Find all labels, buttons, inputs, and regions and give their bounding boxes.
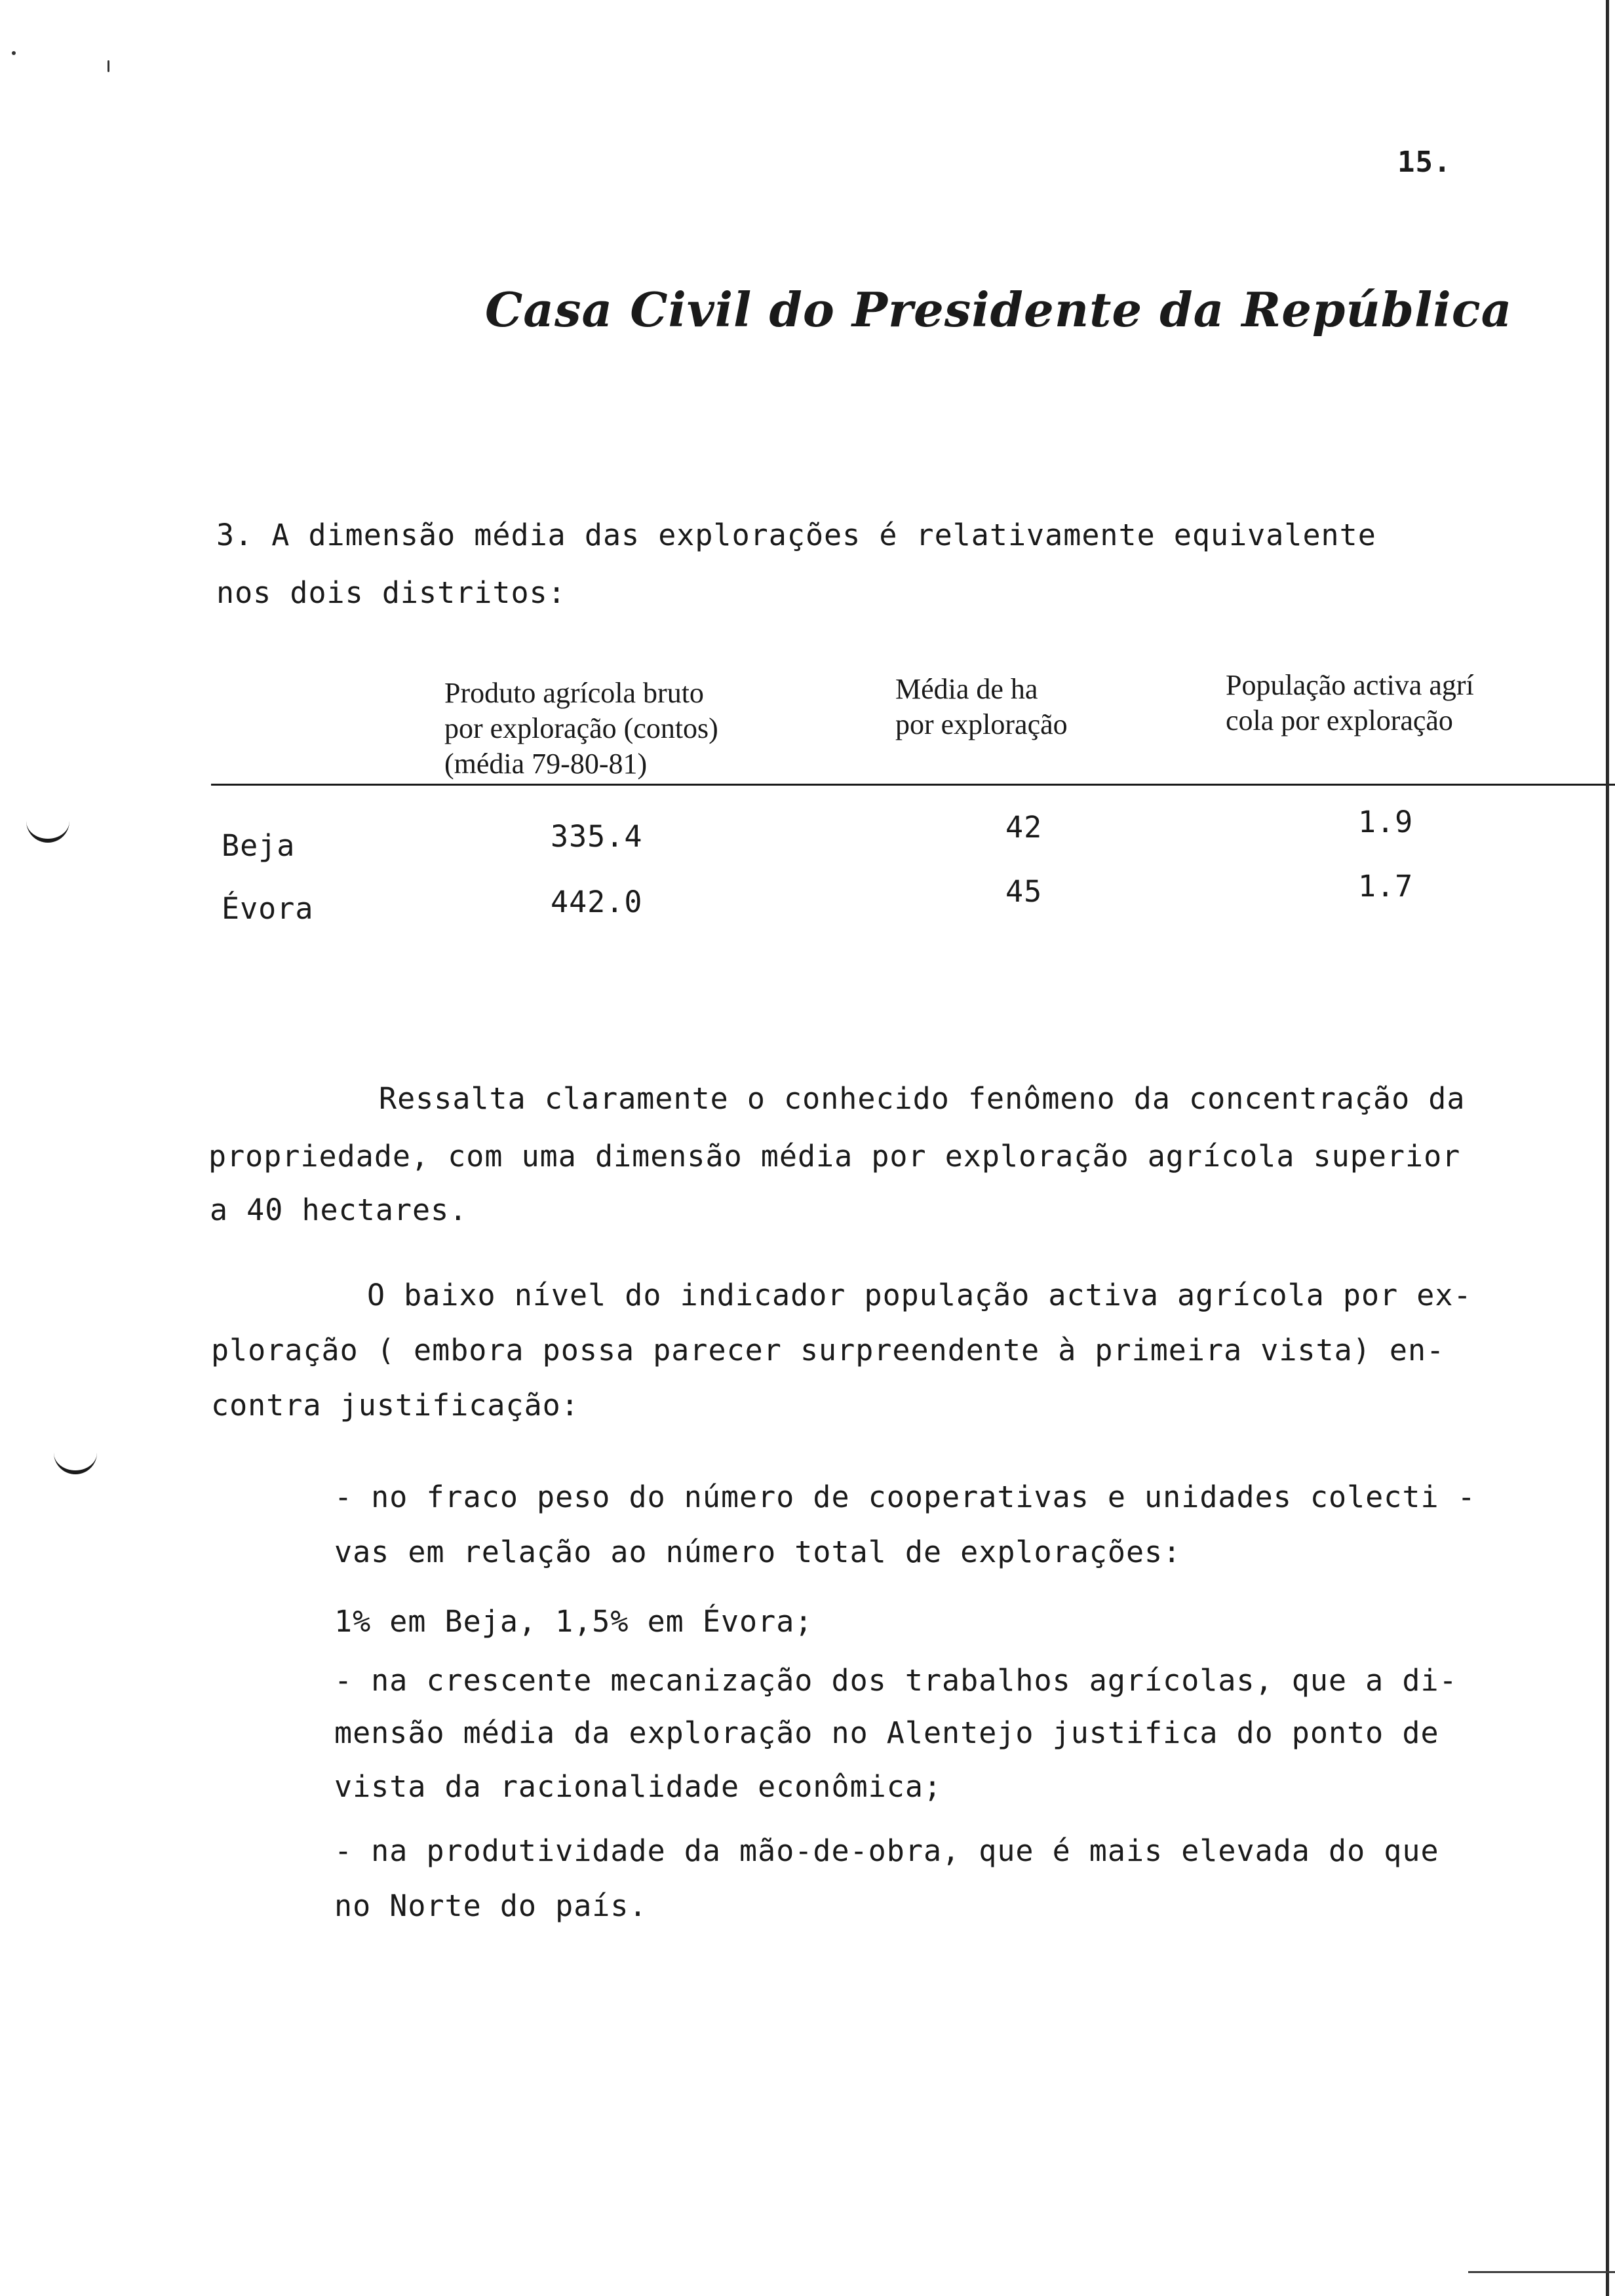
row-media-ha: 42 — [1005, 810, 1043, 845]
row-produto: 335.4 — [551, 819, 643, 854]
table-rule — [211, 784, 1615, 786]
table-header-line: (média 79-80-81) — [444, 748, 648, 780]
paragraph-line: contra justificação: — [211, 1388, 579, 1423]
paragraph-line: a 40 hectares. — [210, 1193, 468, 1227]
table-header-line: por exploração (contos) — [444, 712, 718, 744]
list-item-line: vas em relação ao número total de explorações: — [334, 1535, 1182, 1569]
list-item-line: - na crescente mecanização dos trabalhos agrícolas, que a di- — [334, 1663, 1458, 1698]
list-item-line: 1% em Beja, 1,5% em Évora; — [334, 1604, 813, 1639]
row-district: Évora — [222, 891, 314, 926]
paragraph-line: ploração ( embora possa parecer surpreendente à primeira vista) en- — [211, 1333, 1445, 1368]
punch-hole-mark — [54, 1444, 97, 1474]
table-header-line: por exploração — [895, 708, 1068, 740]
table-header-line: Produto agrícola bruto — [444, 677, 704, 709]
row-populacao: 1.7 — [1358, 869, 1414, 904]
paragraph-line: propriedade, com uma dimensão média por exploração agrícola superior — [208, 1139, 1461, 1174]
intro-line-2: nos dois distritos: — [216, 575, 566, 610]
list-item-line: - no fraco peso do número de cooperativas e unidades colecti - — [334, 1480, 1476, 1514]
scan-speck — [107, 60, 109, 72]
table-header-line: cola por exploração — [1226, 704, 1453, 737]
punch-hole-mark — [26, 813, 69, 843]
table-header-line: Média de ha — [895, 673, 1038, 705]
list-item-line: - na produtividade da mão-de-obra, que é mais elevada do que — [334, 1833, 1439, 1868]
row-media-ha: 45 — [1005, 874, 1043, 909]
list-item-line: vista da racionalidade econômica; — [334, 1769, 943, 1804]
paragraph-line: Ressalta claramente o conhecido fenômeno da concentração da — [379, 1081, 1466, 1116]
paragraph-line: O baixo nível do indicador população activa agrícola por ex- — [367, 1278, 1472, 1312]
row-district: Beja — [222, 828, 296, 863]
list-item-line: mensão média da exploração no Alentejo justifica do ponto de — [334, 1715, 1439, 1750]
table-header-line: População activa agrí — [1226, 669, 1474, 701]
page-edge-line — [1606, 0, 1609, 2296]
scan-speck — [12, 51, 16, 55]
row-populacao: 1.9 — [1358, 805, 1414, 839]
row-produto: 442.0 — [551, 885, 643, 919]
list-item-line: no Norte do país. — [334, 1888, 648, 1923]
letterhead: Casa Civil do Presidente da República — [485, 282, 1513, 337]
page-number: 15. — [1397, 145, 1452, 179]
bottom-edge-mark — [1468, 2271, 1615, 2273]
intro-line-1: 3. A dimensão média das explorações é relativamente equivalente — [216, 518, 1376, 552]
